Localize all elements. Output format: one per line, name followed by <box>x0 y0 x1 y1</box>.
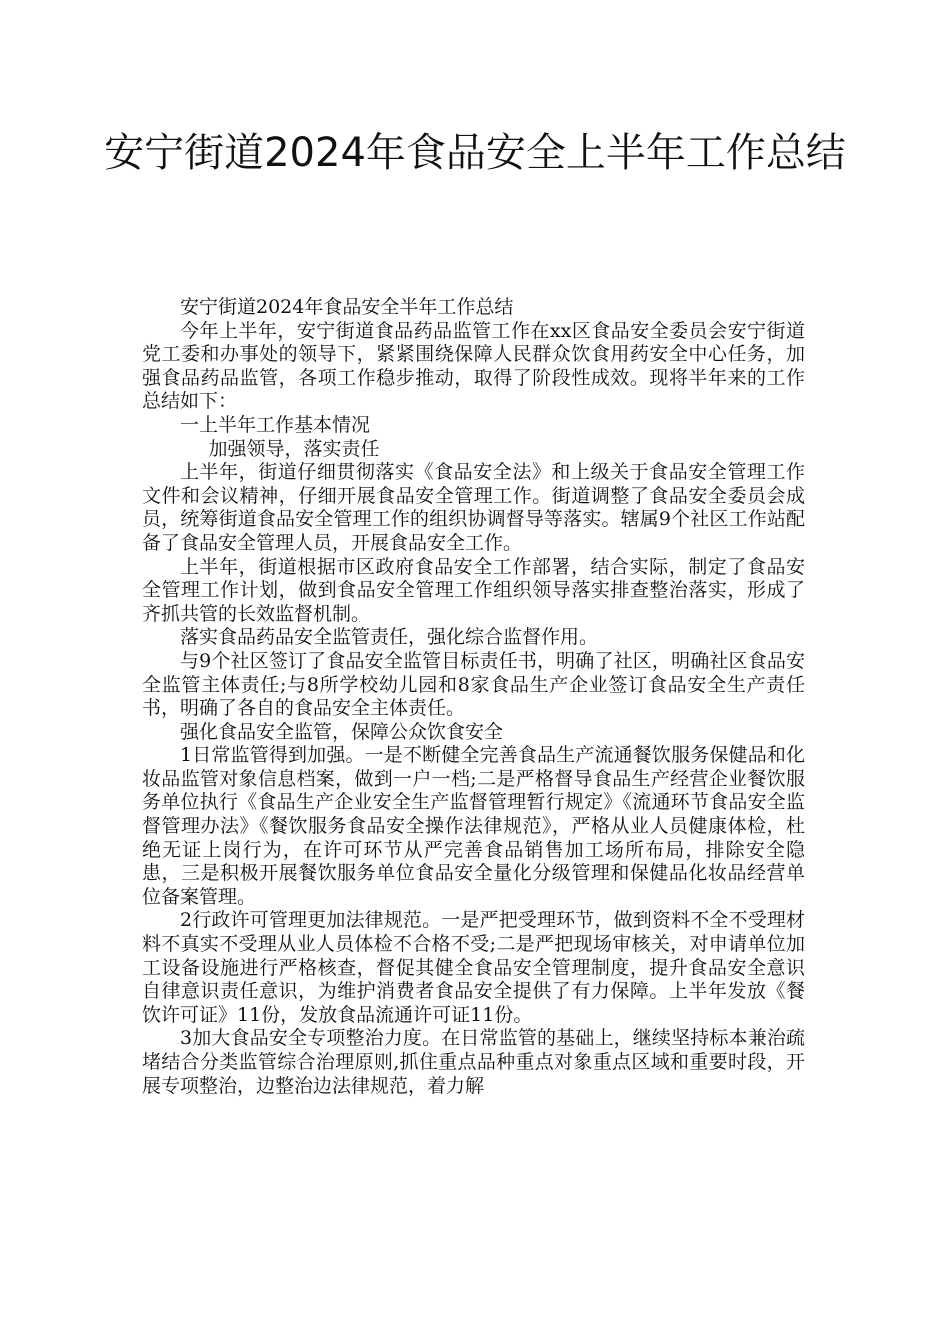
section-heading: 一上半年工作基本情况 <box>180 413 371 436</box>
document-title: 安宁街道2024年食品安全上半年工作总结 <box>104 130 846 176</box>
paragraph-intro: 今年上半年，安宁街道食品药品监管工作在xx区食品安全委员会安宁街道党工委和办事处的领导下，紧紧围绕保障人民群众饮食用药安全中心任务，加强食品药品监管，各项工作稳步推动，取得了阶段性成效。现将半年来的工作总结如下： <box>142 319 805 413</box>
subsection-heading: 强化食品安全监管，保障公众饮食安全 <box>180 720 504 743</box>
paragraph: 1日常监管得到加强。一是不断健全完善食品生产流通餐饮服务保健品和化妆品监管对象信息档案，做到一户一档;二是严格督导食品生产经营企业餐饮服务单位执行《食品生产企业安全生产监督管理暂行规定》《流通环节食品安全监督管理办法》《餐饮服务食品安全操作法律规范》，严格从业人员健康体检，杜绝无证上岗行为，在许可环节从严完善食品销售加工场所布局，排除安全隐患，三是积极开展餐饮服务单位食品安全量化分级管理和保健品化妆品经营单位备案管理。 <box>142 744 805 908</box>
paragraph: 上半年，街道仔细贯彻落实《食品安全法》和上级关于食品安全管理工作文件和会议精神，仔细开展食品安全管理工作。街道调整了食品安全委员会成员，统筹街道食品安全管理工作的组织协调督导等落实。辖属9个社区工作站配备了食品安全管理人员，开展食品安全工作。 <box>142 461 805 554</box>
paragraph-subtitle: 安宁街道2024年食品安全半年工作总结 <box>180 296 514 318</box>
paragraph: 与9个社区签订了食品安全监管目标责任书，明确了社区，明确社区食品安全监管主体责任;与8所学校幼儿园和8家食品生产企业签订食品安全生产责任书，明确了各自的食品安全主体责任。 <box>142 649 805 720</box>
paragraph: 2行政许可管理更加法律规范。一是严把受理环节，做到资料不全不受理材料不真实不受理从业人员体检不合格不受;二是严把现场审核关，对申请单位加工设备设施进行严格核查，督促其健全食品安全管理制度，提升食品安全意识自律意识责任意识，为维护消费者食品安全提供了有力保障。上半年发放《餐饮许可证》11份，发放食品流通许可证11份。 <box>142 909 805 1026</box>
document-body <box>142 296 805 1098</box>
paragraph: 3加大食品安全专项整治力度。在日常监管的基础上，继续坚持标本兼治疏堵结合分类监管综合治理原则,抓住重点品种重点对象重点区域和重要时段，开展专项整治，边整治边法律规范，着力解 <box>142 1027 805 1097</box>
paragraph: 上半年，街道根据市区政府食品安全工作部署，结合实际，制定了食品安全管理工作计划，做到食品安全管理工作组织领导落实排查整治落实，形成了齐抓共管的长效监督机制。 <box>142 555 805 625</box>
subsection-heading: 加强领导，落实责任 <box>208 437 380 460</box>
subsection-heading: 落实食品药品安全监管责任，强化综合监督作用。 <box>180 626 599 649</box>
